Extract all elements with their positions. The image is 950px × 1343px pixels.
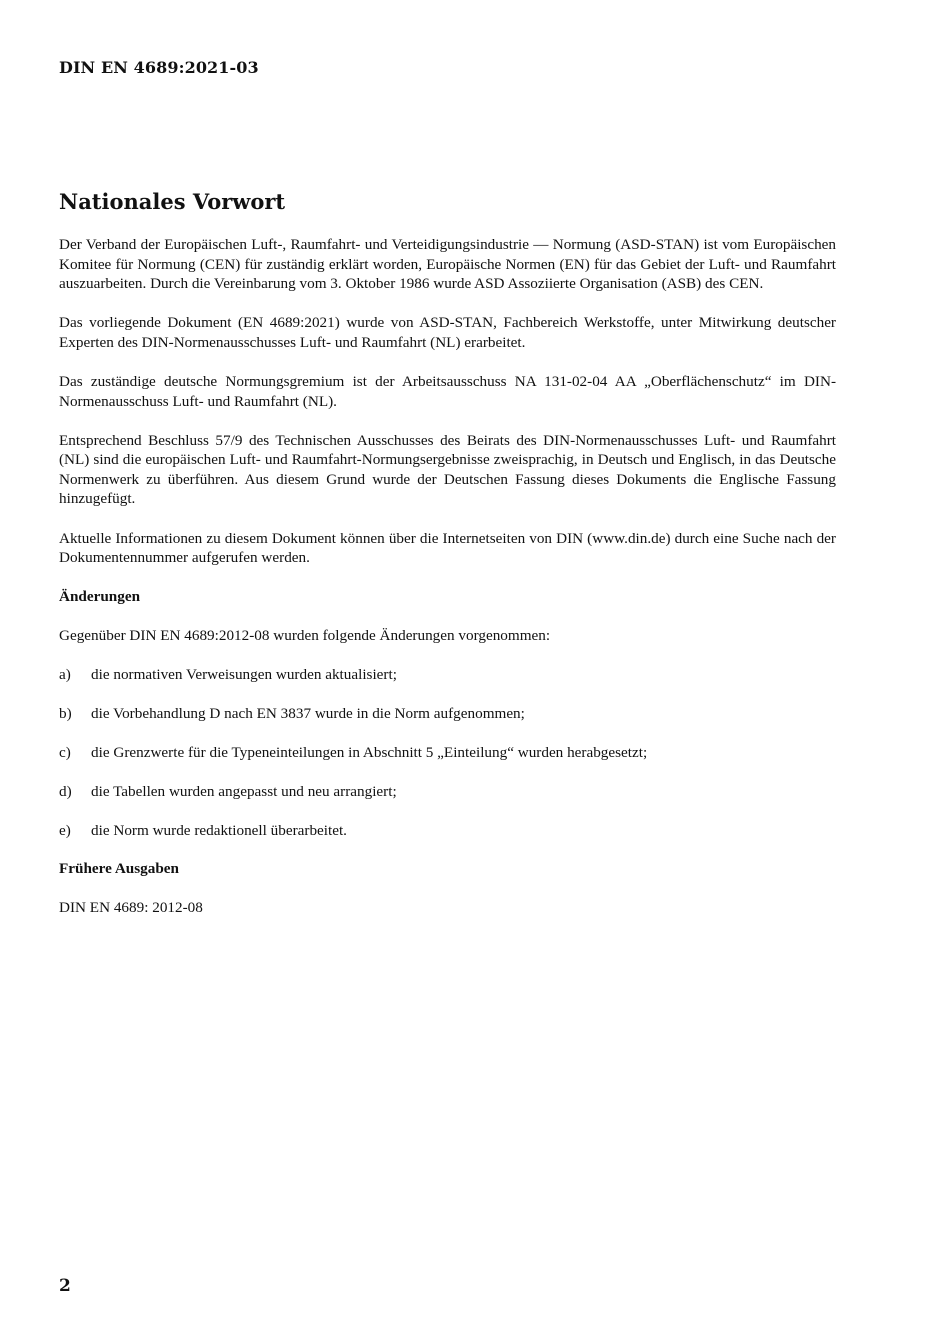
changes-intro: Gegenüber DIN EN 4689:2012-08 wurden folgende Änderungen vorgenommen: (59, 627, 551, 645)
paragraph-document: Das vorliegende Dokument (EN 4689:2021) wurde von ASD-STAN, Fachbereich Werkstoffe, unter Mitwirkung deutscher Experten des DIN-Normenausschusses Luft- und Raumfahrt (NL) erarbeitet. (59, 314, 836, 351)
list-marker: a) (59, 666, 71, 684)
list-marker: c) (59, 743, 71, 761)
paragraph-information: Aktuelle Informationen zu diesem Dokument können über die Internetseiten von DIN (www.din.de) durch eine Suche nach der Dokumentennummer aufgerufen werden. (59, 529, 836, 567)
changes-heading: Änderungen (59, 588, 141, 606)
list-item (59, 743, 836, 763)
paragraph-asd-stan: Der Verband der Europäischen Luft-, Raumfahrt- und Verteidigungsindustrie — Normung (ASD-STAN) ist vom Europäischen Komitee für Normung (CEN) für zuständig erklärt worden, Europäische Normen (EN) für das Gebiet der Luft- und Raumfahrt auszuarbeiten. Durch die Vereinbarung vom 3. Oktober 1986 wurde ASD Assoziierte Organisation (ASB) des CEN. (59, 236, 836, 293)
changes-list (59, 665, 836, 840)
list-item-text: die normativen Verweisungen wurden aktualisiert; (91, 666, 397, 684)
list-item (59, 704, 836, 724)
list-item-text: die Norm wurde redaktionell überarbeitet. (91, 821, 347, 839)
page-title: Nationales Vorwort (59, 189, 286, 214)
document-id-header: DIN EN 4689:2021-03 (59, 58, 259, 77)
list-item-text: die Vorbehandlung D nach EN 3837 wurde in die Norm aufgenommen; (91, 705, 525, 723)
paragraph-resolution: Entsprechend Beschluss 57/9 des Technischen Ausschusses des Beirats des DIN-Normenausschusses Luft- und Raumfahrt (NL) sind die europäischen Luft- und Raumfahrt-Normungsergebnisse zweisprachig, in Deutsch und Englisch, in das Deutsche Normenwerk zu überführen. Aus diesem Grund wurde der Deutschen Fassung dieses Dokuments die Englische Fassung hinzugefügt. (59, 431, 836, 508)
page-number: 2 (59, 1276, 71, 1296)
list-item (59, 665, 836, 685)
previous-editions-heading: Frühere Ausgaben (59, 860, 179, 878)
list-item (59, 782, 836, 802)
main-content (59, 188, 836, 938)
list-marker: b) (59, 705, 72, 723)
list-marker: d) (59, 782, 72, 800)
list-item (59, 821, 836, 841)
list-item-text: die Tabellen wurden angepasst und neu arrangiert; (91, 782, 397, 800)
list-item-text: die Grenzwerte für die Typeneinteilungen in Abschnitt 5 „Einteilung“ wurden herabgesetzt; (91, 743, 648, 761)
list-marker: e) (59, 821, 71, 839)
previous-editions-text: DIN EN 4689: 2012-08 (59, 899, 203, 917)
paragraph-committee: Das zuständige deutsche Normungsgremium ist der Arbeitsausschuss NA 131-02-04 AA „Oberflächenschutz“ im DIN-Normenausschuss Luft- und Raumfahrt (NL). (59, 372, 836, 410)
